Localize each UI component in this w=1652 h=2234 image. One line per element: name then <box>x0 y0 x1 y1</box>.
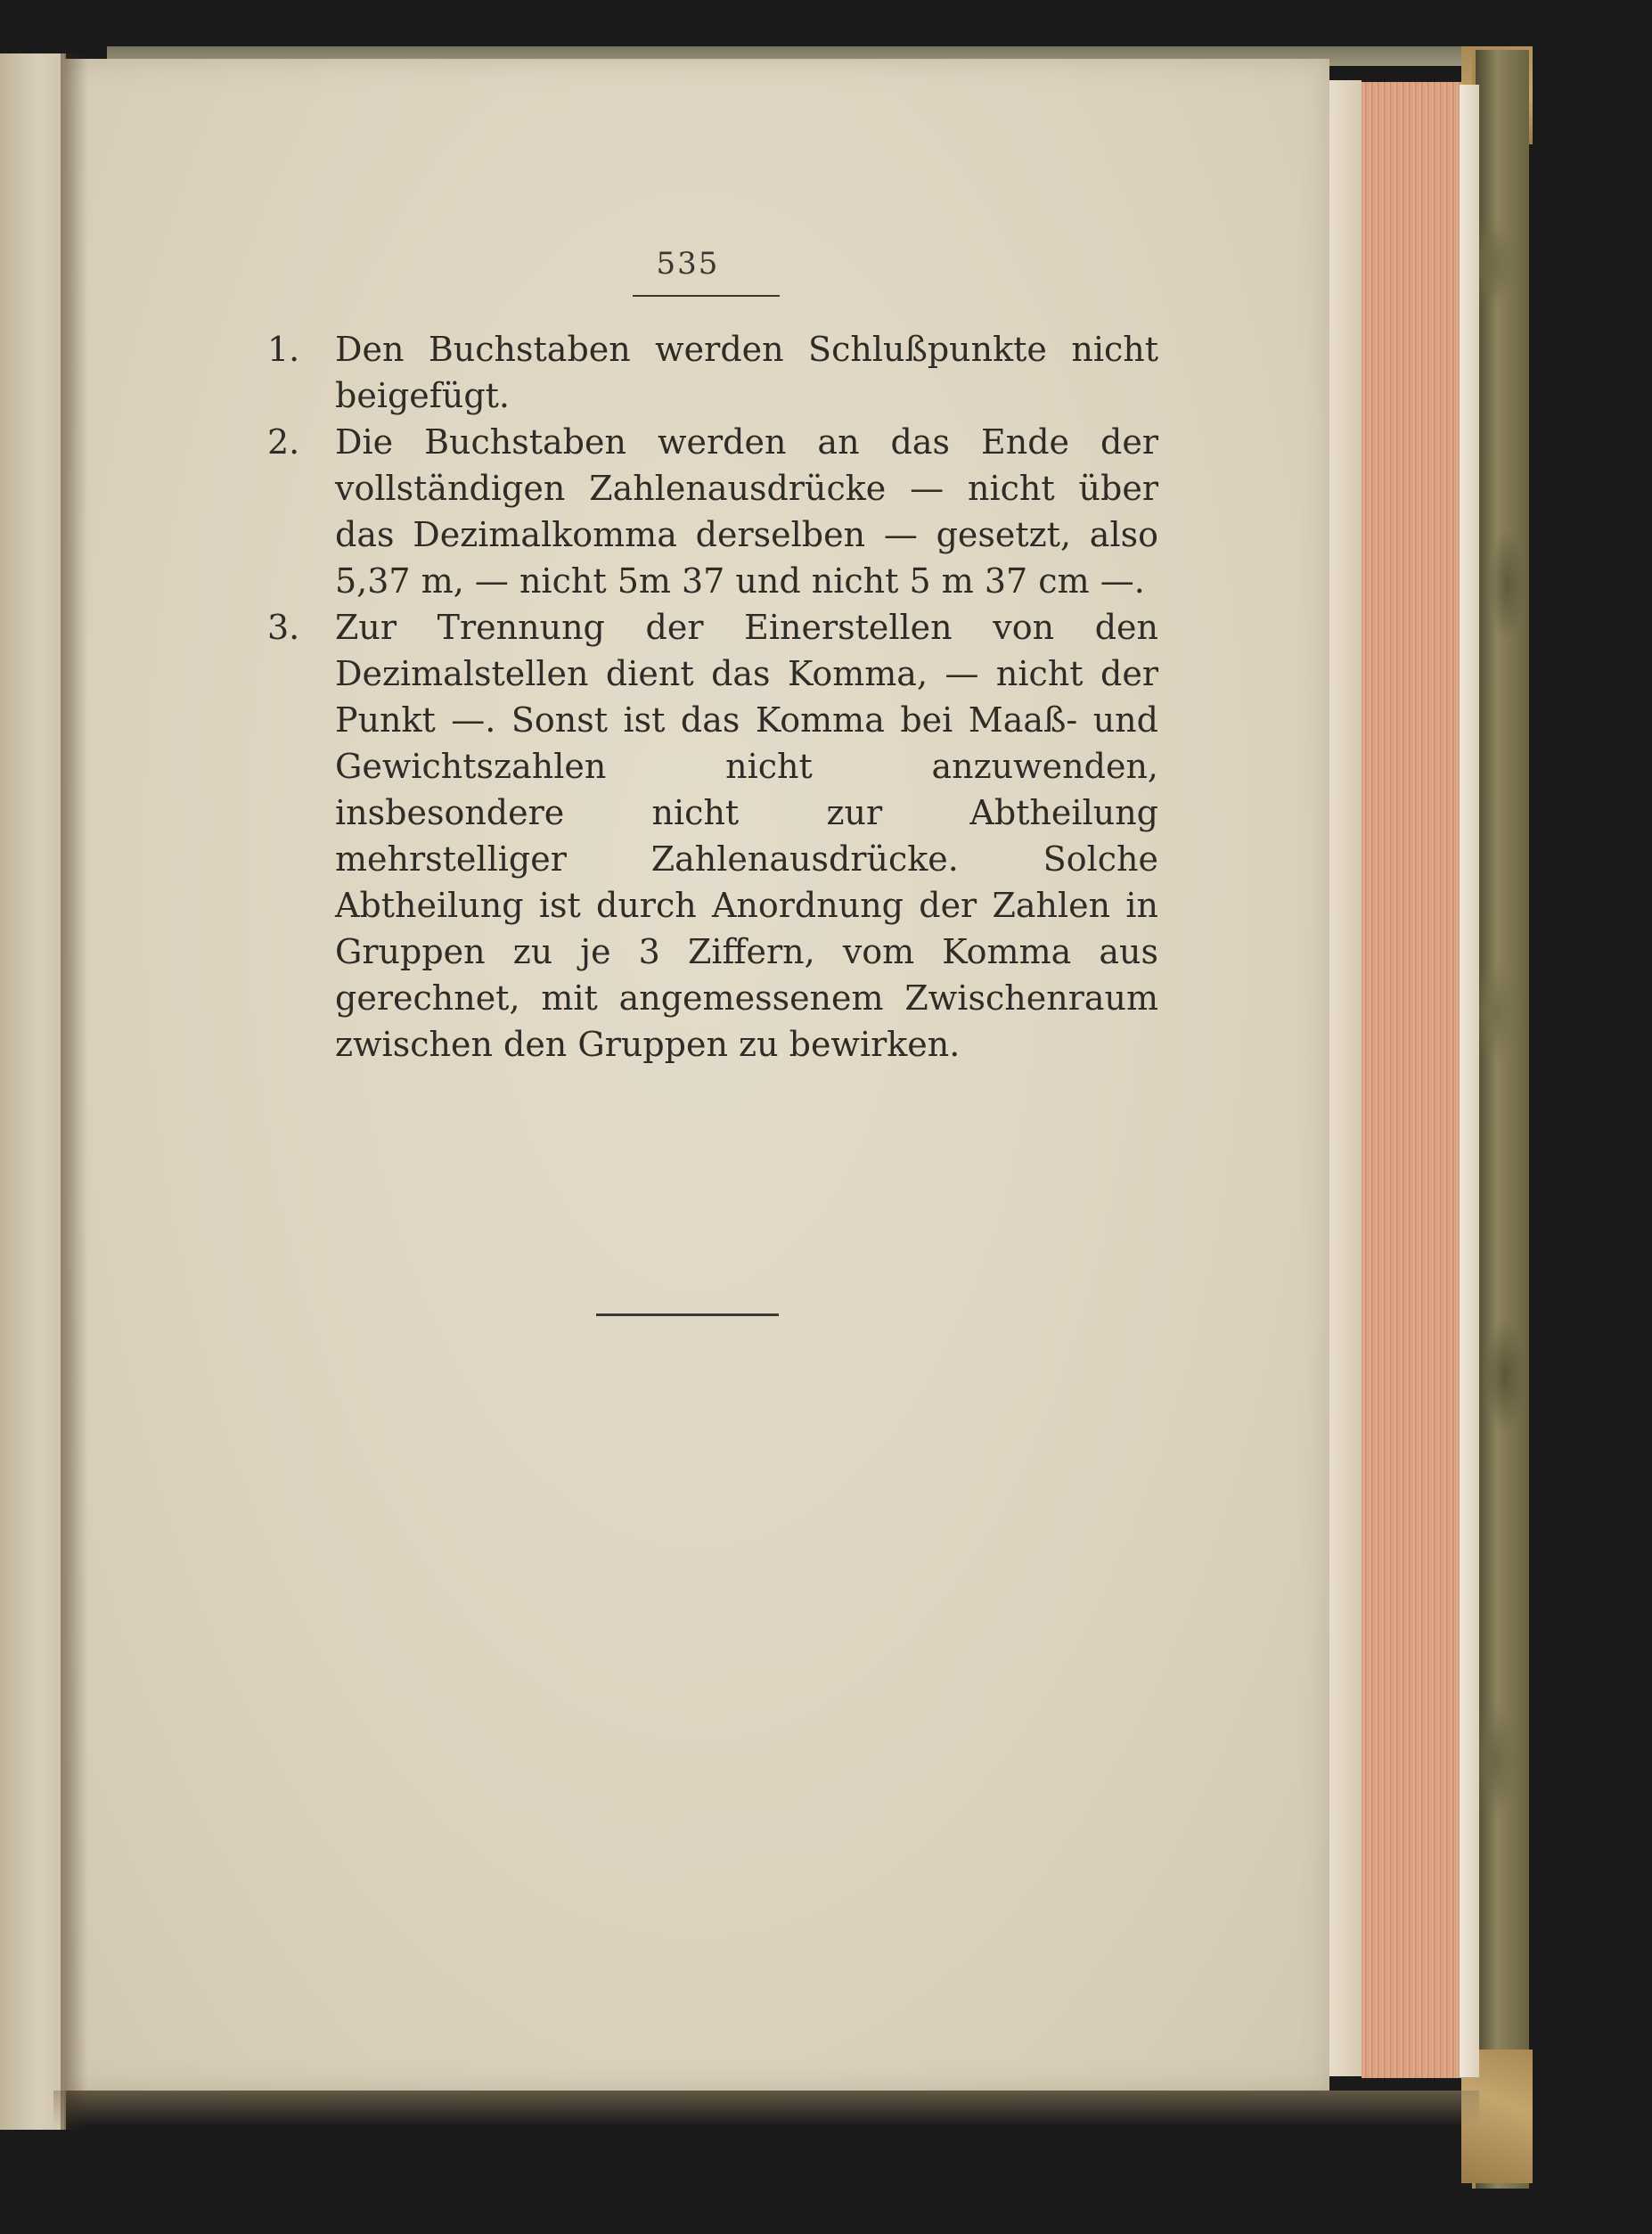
list-item-number: 2. <box>267 422 300 462</box>
bottom-shadow <box>53 2091 1479 2126</box>
marbled-cover <box>1472 50 1529 2189</box>
list-item <box>267 419 1158 604</box>
list-item-number: 1. <box>267 330 300 369</box>
page-block-edge <box>1329 80 1362 2076</box>
page-fore-edge <box>1362 82 1462 2078</box>
endpaper-edge <box>1460 85 1479 2077</box>
list-item-number: 3. <box>267 608 300 647</box>
list-item-text: Zur Trennung der Einerstellen von den Dezimalstellen dient das Komma, — nicht der Punkt —. Sonst ist das Komma bei Maaß- und Gewichtszahlen nicht anzuwenden, insbesondere nicht zur Abtheilung mehrstelliger Zahlenausdrücke. Solche Abtheilung ist durch Anordnung der Zahlen in Gruppen zu je 3 Ziffern, vom Komma aus gerechnet, mit angemessenem Zwischenraum zwischen den Gruppen zu bewirken. <box>335 608 1158 1064</box>
list-item-text: Die Buchstaben werden an das Ende der vollständigen Zahlenausdrücke — nicht über das Dezimalkomma derselben — gesetzt, also 5,37 m, — nicht 5m 37 und nicht 5 m 37 cm —. <box>335 422 1158 601</box>
page-body <box>267 326 1158 1068</box>
list-item <box>267 326 1158 419</box>
list-item-text: Den Buchstaben werden Schlußpunkte nicht beigefügt. <box>335 330 1158 415</box>
section-end-rule <box>596 1313 779 1316</box>
book-page <box>64 59 1329 2091</box>
header-rule <box>633 295 780 297</box>
list-item <box>267 604 1158 1068</box>
page-number: 535 <box>656 246 720 282</box>
left-page-edge <box>0 53 66 2130</box>
gutter-shadow <box>61 53 87 2130</box>
